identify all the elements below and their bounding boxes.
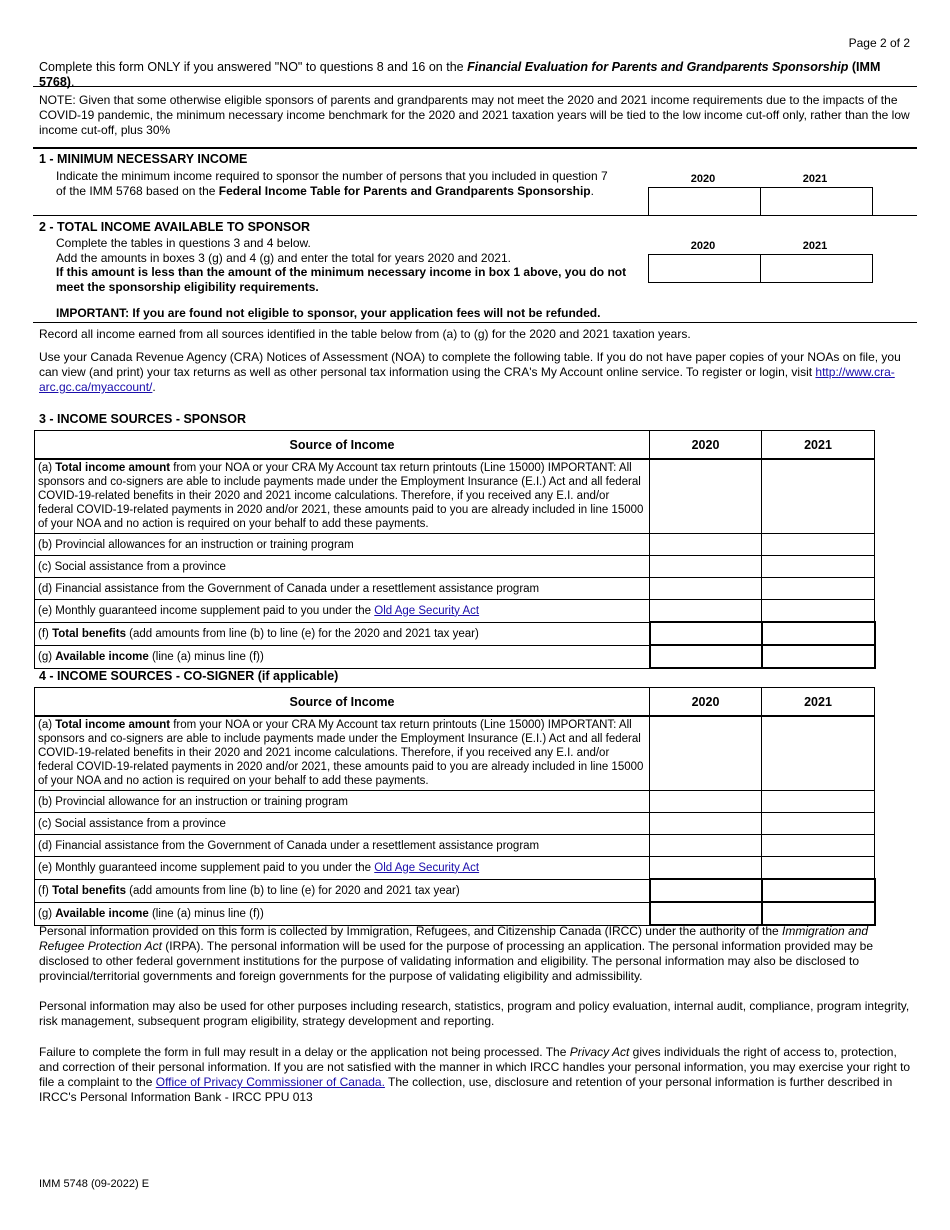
sponsor-a-2020-input[interactable] xyxy=(650,459,762,534)
row-g-label: (g) Available income (line (a) minus line (f)) xyxy=(35,645,650,668)
table-row xyxy=(35,902,875,925)
cosigner-d-2020-input[interactable] xyxy=(650,835,762,857)
section1-line1: Indicate the minimum income required to sponsor the number of persons that you included in question 7 xyxy=(56,169,608,183)
privacy-act-name: Privacy Act xyxy=(569,1045,630,1059)
section3-title: 3 - INCOME SOURCES - SPONSOR xyxy=(39,412,246,426)
section1-title: 1 - MINIMUM NECESSARY INCOME xyxy=(39,152,248,166)
row-b-label: (b) Provincial allowance for an instruction or training program xyxy=(35,791,650,813)
min-income-2020-input[interactable] xyxy=(648,187,761,216)
table-row xyxy=(35,879,875,902)
row-g-label: (g) Available income (line (a) minus line (f)) xyxy=(35,902,650,925)
table-row xyxy=(35,716,875,791)
covid-note: NOTE: Given that some otherwise eligible sponsors of parents and grandparents may not meet the 2020 and 2021 income requirements due to the impacts of the COVID-19 pandemic, the minimum necessary income benchmark for the 2020 and 2021 taxation years will be tied to the low income cut-off only, rather than the low income cut-off, plus 30% xyxy=(39,93,910,137)
section1-line2-prefix: of the IMM 5768 based on the xyxy=(56,184,219,198)
intro-suffix: . xyxy=(70,74,75,89)
cra-myaccount-link[interactable]: http://www.cra-arc.gc.ca/myaccount/ xyxy=(39,365,895,394)
table-row xyxy=(35,835,875,857)
sponsor-f-2020-input[interactable] xyxy=(650,622,762,645)
year-2020-header: 2020 xyxy=(650,431,762,460)
cosigner-f-2021-input[interactable] xyxy=(762,879,875,902)
sponsor-d-2020-input[interactable] xyxy=(650,578,762,600)
section1-line2-suffix: . xyxy=(590,184,594,198)
form-code-footer: IMM 5748 (09-2022) E xyxy=(39,1178,150,1190)
sponsor-c-2021-input[interactable] xyxy=(762,556,875,578)
section2-warning: If this amount is less than the amount of the minimum necessary income in box 1 above, you do not meet the sponsorship eligibility requirements. xyxy=(56,265,627,294)
section2-line2: Add the amounts in boxes 3 (g) and 4 (g) and enter the total for years 2020 and 2021. xyxy=(56,250,511,265)
sponsor-g-2021-input[interactable] xyxy=(762,645,875,668)
privacy-paragraph-1: Personal information provided on this form is collected by Immigration, Refugees, and Citizenship Canada (IRCC) under the authority of the Immigration and Refugee Protection Act (IRPA). The personal information will be used for the purpose of processing an application. The personal information provided may be disclosed to other federal government institutions for the purpose of validating information and eligibility. The personal information may also be disclosed to provincial/territorial governments and foreign governments for the purpose of validating eligibility and admissibility. xyxy=(39,924,874,983)
cosigner-c-2020-input[interactable] xyxy=(650,813,762,835)
year-2021-header: 2021 xyxy=(762,431,875,460)
year-2020-header: 2020 xyxy=(650,688,762,717)
table-row xyxy=(35,534,875,556)
sponsor-e-2021-input[interactable] xyxy=(762,600,875,623)
intro-form-title: Financial Evaluation for Parents and Grandparents Sponsorship xyxy=(467,60,849,74)
table-row xyxy=(35,857,875,880)
cosigner-a-2020-input[interactable] xyxy=(650,716,762,791)
cra-text: Use your Canada Revenue Agency (CRA) Notices of Assessment (NOA) to complete the following table. If you do not have paper copies of your NOAs on file, you can view (and print) your tax returns as well as other personal tax information using the CRA's My Account online service. To register or login, visit xyxy=(39,350,901,379)
section2-text xyxy=(56,236,636,294)
sponsor-f-2021-input[interactable] xyxy=(762,622,875,645)
section1-table-name: Federal Income Table for Parents and Grandparents Sponsorship xyxy=(218,184,591,198)
source-header: Source of Income xyxy=(35,431,650,460)
row-e-label: (e) Monthly guaranteed income supplement paid to you under the Old Age Security Act xyxy=(35,600,650,623)
sponsor-g-2020-input[interactable] xyxy=(650,645,762,668)
sponsor-a-2021-input[interactable] xyxy=(762,459,875,534)
table-header-row xyxy=(35,431,875,460)
cosigner-income-table xyxy=(34,687,876,926)
page-number: Page 2 of 2 xyxy=(848,36,910,50)
row-a-label: (a) Total income amount from your NOA or your CRA My Account tax return printouts (Line 15000) IMPORTANT: All sponsors and co-signers are able to include payments made under the Employment Insurance (E.I.) Act and all federal COVID-19-related benefits in their 2020 and 2021 income calculations. Therefore, if you received any E.I. and/or federal COVID-19-related payments in 2020 and/or 2021, these amounts paid to you are already included in line 15000 of your NOA and no action is required on your behalf to add these payments. xyxy=(35,716,650,791)
sponsor-d-2021-input[interactable] xyxy=(762,578,875,600)
table-row xyxy=(35,622,875,645)
section2-year-2020: 2020 xyxy=(690,240,716,252)
privacy-paragraph-2: Personal information may also be used for other purposes including research, statistics, program and policy evaluation, internal audit, compliance, program integrity, risk management, subsequent program eligibility, strategy development and reporting. xyxy=(39,999,910,1028)
sponsor-e-2020-input[interactable] xyxy=(650,600,762,623)
old-age-security-act-link[interactable]: Old Age Security Act xyxy=(374,604,480,617)
section2-line1: Complete the tables in questions 3 and 4 below. xyxy=(56,236,311,250)
row-f-label: (f) Total benefits (add amounts from line (b) to line (e) for 2020 and 2021 tax year) xyxy=(35,879,650,902)
privacy-commissioner-link[interactable]: Office of Privacy Commissioner of Canada. xyxy=(155,1075,385,1089)
cra-link-suffix: . xyxy=(152,380,156,394)
sponsor-c-2020-input[interactable] xyxy=(650,556,762,578)
cosigner-f-2020-input[interactable] xyxy=(650,879,762,902)
cosigner-e-2021-input[interactable] xyxy=(762,857,875,880)
section1-text xyxy=(56,169,656,199)
cosigner-b-2021-input[interactable] xyxy=(762,791,875,813)
section2-year-2021: 2021 xyxy=(802,240,828,252)
privacy-paragraph-3: Failure to complete the form in full may result in a delay or the application not being processed. The Privacy Act gives individuals the right of access to, protection, and correction of their personal information. If you are not satisfied with the manner in which IRCC handles your personal information, you may exercise your right to file a complaint to the Office of Privacy Commissioner of Canada. The collection, use, disclosure and retention of your personal information is further described in IRCC's Personal Information Bank - IRCC PPU 013 xyxy=(39,1045,911,1104)
cosigner-a-2021-input[interactable] xyxy=(762,716,875,791)
intro-text xyxy=(39,60,919,89)
intro-form-code: (IMM 5768) xyxy=(39,60,881,89)
cosigner-d-2021-input[interactable] xyxy=(762,835,875,857)
table-row xyxy=(35,556,875,578)
section2-important: IMPORTANT: If you are found not eligible to sponsor, your application fees will not be refunded. xyxy=(56,306,601,320)
row-f-label: (f) Total benefits (add amounts from line (b) to line (e) for the 2020 and 2021 tax year) xyxy=(35,622,650,645)
row-d-label: (d) Financial assistance from the Government of Canada under a resettlement assistance program xyxy=(35,835,650,857)
cosigner-g-2020-input[interactable] xyxy=(650,902,762,925)
section4-title: 4 - INCOME SOURCES - CO-SIGNER (if applicable) xyxy=(39,669,339,683)
year-2021-header: 2021 xyxy=(762,688,875,717)
irpa-act-name: Immigration and Refugee Protection Act xyxy=(39,924,869,953)
table-row xyxy=(35,600,875,623)
divider xyxy=(33,147,917,149)
source-header: Source of Income xyxy=(35,688,650,717)
section1-year-2020: 2020 xyxy=(690,173,716,185)
cosigner-e-2020-input[interactable] xyxy=(650,857,762,880)
sponsor-income-table xyxy=(34,430,876,669)
table-row xyxy=(35,813,875,835)
table-row xyxy=(35,645,875,668)
row-e-label: (e) Monthly guaranteed income supplement paid to you under the Old Age Security Act xyxy=(35,857,650,880)
old-age-security-act-link[interactable]: Old Age Security Act xyxy=(374,861,480,874)
section1-year-2021: 2021 xyxy=(802,173,828,185)
row-c-label: (c) Social assistance from a province xyxy=(35,556,650,578)
record-instruction: Record all income earned from all sources identified in the table below from (a) to (g) for the 2020 and 2021 taxation years. xyxy=(39,327,691,341)
row-c-label: (c) Social assistance from a province xyxy=(35,813,650,835)
cra-instruction xyxy=(39,350,914,395)
cosigner-b-2020-input[interactable] xyxy=(650,791,762,813)
min-income-2021-input[interactable] xyxy=(760,187,873,216)
intro-prefix: Complete this form ONLY if you answered "NO" to questions 8 and 16 on the xyxy=(39,60,468,74)
sponsor-b-2021-input[interactable] xyxy=(762,534,875,556)
row-b-label: (b) Provincial allowances for an instruction or training program xyxy=(35,534,650,556)
table-row xyxy=(35,459,875,534)
cosigner-g-2021-input[interactable] xyxy=(762,902,875,925)
table-header-row xyxy=(35,688,875,717)
divider xyxy=(33,215,917,216)
table-row xyxy=(35,791,875,813)
section2-title: 2 - TOTAL INCOME AVAILABLE TO SPONSOR xyxy=(39,220,311,234)
divider xyxy=(33,86,917,87)
cosigner-c-2021-input[interactable] xyxy=(762,813,875,835)
divider xyxy=(33,322,917,323)
row-a-label: (a) Total income amount from your NOA or your CRA My Account tax return printouts (Line 15000) IMPORTANT: All sponsors and co-signers are able to include payments made under the Employment Insurance (E.I.) Act and all federal COVID-19-related benefits in their 2020 and 2021 income calculations. Therefore, if you received any E.I. and/or federal COVID-19-related payments in 2020 and/or 2021, these amounts paid to you are already included in line 15000 of your NOA and no action is required on your behalf to add these payments. xyxy=(35,459,650,534)
sponsor-b-2020-input[interactable] xyxy=(650,534,762,556)
row-d-label: (d) Financial assistance from the Government of Canada under a resettlement assistance program xyxy=(35,578,650,600)
total-income-2021-input[interactable] xyxy=(760,254,873,283)
table-row xyxy=(35,578,875,600)
total-income-2020-input[interactable] xyxy=(648,254,761,283)
